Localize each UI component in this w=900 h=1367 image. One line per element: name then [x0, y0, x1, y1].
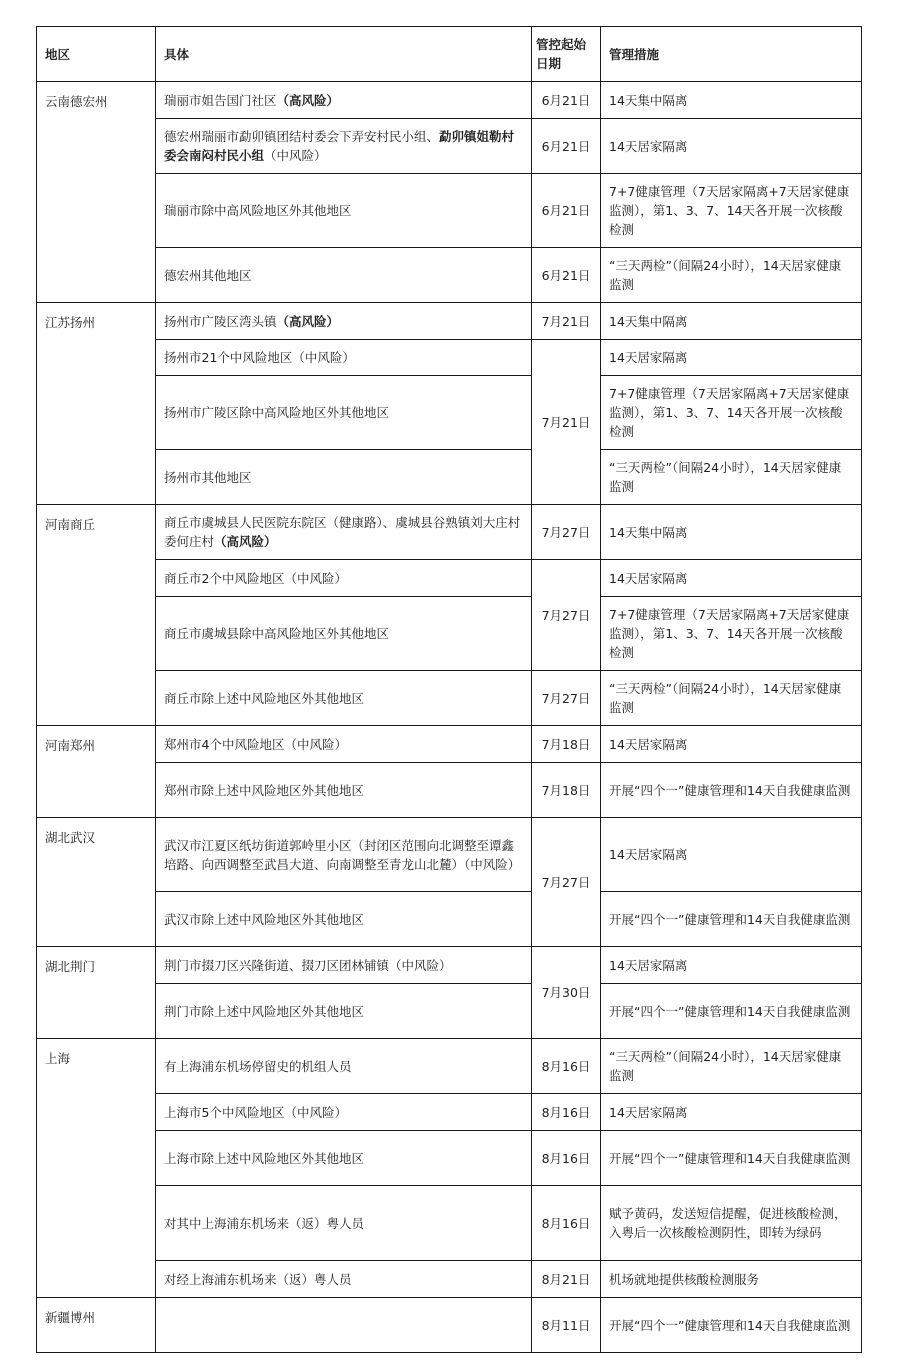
table-row: [37, 671, 862, 726]
detail-cell: 商丘市虞城县人民医院东院区（健康路）、虞城县谷熟镇刘大庄村委何庄村（高风险）: [156, 505, 532, 560]
detail-cell: 郑州市4个中风险地区（中风险）: [156, 726, 532, 763]
region-cell: 新疆博州: [37, 1298, 156, 1353]
measure-cell: 14天居家隔离: [601, 1094, 862, 1131]
measure-cell: 14天居家隔离: [601, 119, 862, 174]
date-cell: 7月21日: [532, 303, 601, 340]
table-row: [37, 340, 862, 376]
measure-cell: “三天两检”（间隔24小时），14天居家健康监测: [601, 248, 862, 303]
table-row: [37, 726, 862, 763]
detail-cell: 商丘市虞城县除中高风险地区外其他地区: [156, 597, 532, 671]
date-cell: 8月16日: [532, 1094, 601, 1131]
detail-cell: 扬州市21个中风险地区（中风险）: [156, 340, 532, 376]
detail-cell: 上海市5个中风险地区（中风险）: [156, 1094, 532, 1131]
risk-label: （高风险）: [276, 92, 340, 108]
date-cell: 7月18日: [532, 726, 601, 763]
table-row: [37, 947, 862, 984]
date-cell: 8月16日: [532, 1186, 601, 1261]
table-row: [37, 174, 862, 248]
table-row: [37, 248, 862, 303]
table-row: [37, 1298, 862, 1353]
date-cell: 7月27日: [532, 560, 601, 671]
detail-cell: 商丘市除上述中风险地区外其他地区: [156, 671, 532, 726]
table-row: [37, 1039, 862, 1094]
table-row: [37, 763, 862, 818]
detail-cell: 上海市除上述中风险地区外其他地区: [156, 1131, 532, 1186]
date-cell: 6月21日: [532, 174, 601, 248]
table-row: [37, 450, 862, 505]
detail-cell: 扬州市广陵区湾头镇（高风险）: [156, 303, 532, 340]
risk-label: （高风险）: [214, 534, 277, 549]
measure-cell: 14天居家隔离: [601, 726, 862, 763]
measure-cell: 7+7健康管理（7天居家隔离+7天居家健康监测），第1、3、7、14天各开展一次核酸检测: [601, 597, 862, 671]
measure-cell: “三天两检”（间隔24小时），14天居家健康监测: [601, 671, 862, 726]
table-row: [37, 1131, 862, 1186]
measure-cell: 开展“四个一”健康管理和14天自我健康监测: [601, 892, 862, 947]
date-cell: 8月16日: [532, 1039, 601, 1094]
date-cell: 6月21日: [532, 119, 601, 174]
date-cell: 8月16日: [532, 1131, 601, 1186]
table-row: [37, 984, 862, 1039]
date-cell: 7月27日: [532, 505, 601, 560]
control-measures-table: [36, 26, 862, 1353]
measure-cell: 14天居家隔离: [601, 560, 862, 597]
measure-cell: 开展“四个一”健康管理和14天自我健康监测: [601, 763, 862, 818]
detail-cell: 德宏州其他地区: [156, 248, 532, 303]
table-row: [37, 892, 862, 947]
detail-cell: 瑞丽市除中高风险地区外其他地区: [156, 174, 532, 248]
detail-cell: 武汉市除上述中风险地区外其他地区: [156, 892, 532, 947]
table-row: [37, 597, 862, 671]
measure-cell: 14天集中隔离: [601, 82, 862, 119]
header-region: 地区: [37, 27, 156, 82]
date-cell: 7月30日: [532, 947, 601, 1039]
region-cell: 河南郑州: [37, 726, 156, 818]
region-cell: 湖北荆门: [37, 947, 156, 1039]
detail-cell: 扬州市其他地区: [156, 450, 532, 505]
detail-cell: 瑞丽市姐告国门社区（高风险）: [156, 82, 532, 119]
region-cell: 云南德宏州: [37, 82, 156, 303]
measure-cell: “三天两检”（间隔24小时），14天居家健康监测: [601, 450, 862, 505]
table-row: [37, 376, 862, 450]
region-cell: 上海: [37, 1039, 156, 1298]
date-cell: 6月21日: [532, 82, 601, 119]
detail-cell: 商丘市2个中风险地区（中风险）: [156, 560, 532, 597]
measure-cell: 14天居家隔离: [601, 340, 862, 376]
detail-cell: 有上海浦东机场停留史的机组人员: [156, 1039, 532, 1094]
table-row: [37, 560, 862, 597]
measure-cell: 开展“四个一”健康管理和14天自我健康监测: [601, 1298, 862, 1353]
header-detail: 具体: [156, 27, 532, 82]
measure-cell: 14天集中隔离: [601, 505, 862, 560]
region-cell: 河南商丘: [37, 505, 156, 726]
measure-cell: 机场就地提供核酸检测服务: [601, 1261, 862, 1298]
header-measure: 管理措施: [601, 27, 862, 82]
detail-cell: 对经上海浦东机场来（返）粤人员: [156, 1261, 532, 1298]
detail-cell: 荆门市除上述中风险地区外其他地区: [156, 984, 532, 1039]
detail-cell: 荆门市掇刀区兴隆街道、掇刀区团林铺镇（中风险）: [156, 947, 532, 984]
detail-cell: 郑州市除上述中风险地区外其他地区: [156, 763, 532, 818]
date-cell: 7月18日: [532, 763, 601, 818]
detail-cell: [156, 1298, 532, 1353]
table-row: [37, 1261, 862, 1298]
detail-cell: 扬州市广陵区除中高风险地区外其他地区: [156, 376, 532, 450]
table-header-row: [37, 27, 862, 82]
date-cell: 8月11日: [532, 1298, 601, 1353]
table-row: [37, 1094, 862, 1131]
header-date: 管控起始日期: [532, 27, 601, 82]
table-row: [37, 82, 862, 119]
date-cell: 8月21日: [532, 1261, 601, 1298]
measure-cell: 赋予黄码，发送短信提醒，促进核酸检测，入粤后一次核酸检测阴性，即转为绿码: [601, 1186, 862, 1261]
measure-cell: 开展“四个一”健康管理和14天自我健康监测: [601, 984, 862, 1039]
table-row: [37, 303, 862, 340]
region-cell: 湖北武汉: [37, 818, 156, 947]
measure-cell: 7+7健康管理（7天居家隔离+7天居家健康监测），第1、3、7、14天各开展一次核酸检测: [601, 376, 862, 450]
measure-cell: 14天居家隔离: [601, 818, 862, 892]
date-cell: 7月27日: [532, 818, 601, 947]
measure-cell: “三天两检”（间隔24小时），14天居家健康监测: [601, 1039, 862, 1094]
date-cell: 6月21日: [532, 248, 601, 303]
region-cell: 江苏扬州: [37, 303, 156, 505]
detail-cell: 武汉市江夏区纸坊街道郭岭里小区（封闭区范围向北调整至谭鑫培路、向西调整至武昌大道、向南调整至青龙山北麓）（中风险）: [156, 818, 532, 892]
table-row: [37, 1186, 862, 1261]
measure-cell: 开展“四个一”健康管理和14天自我健康监测: [601, 1131, 862, 1186]
table-row: [37, 505, 862, 560]
table-row: [37, 818, 862, 892]
table-row: [37, 119, 862, 174]
measure-cell: 7+7健康管理（7天居家隔离+7天居家健康监测），第1、3、7、14天各开展一次核酸检测: [601, 174, 862, 248]
detail-cell: 德宏州瑞丽市勐卯镇团结村委会下弄安村民小组、勐卯镇姐勒村委会南闷村民小组（中风险）: [156, 119, 532, 174]
date-cell: 7月27日: [532, 671, 601, 726]
risk-label: （高风险）: [276, 313, 340, 329]
date-cell: 7月21日: [532, 340, 601, 505]
detail-cell: 对其中上海浦东机场来（返）粤人员: [156, 1186, 532, 1261]
measure-cell: 14天居家隔离: [601, 947, 862, 984]
measure-cell: 14天集中隔离: [601, 303, 862, 340]
